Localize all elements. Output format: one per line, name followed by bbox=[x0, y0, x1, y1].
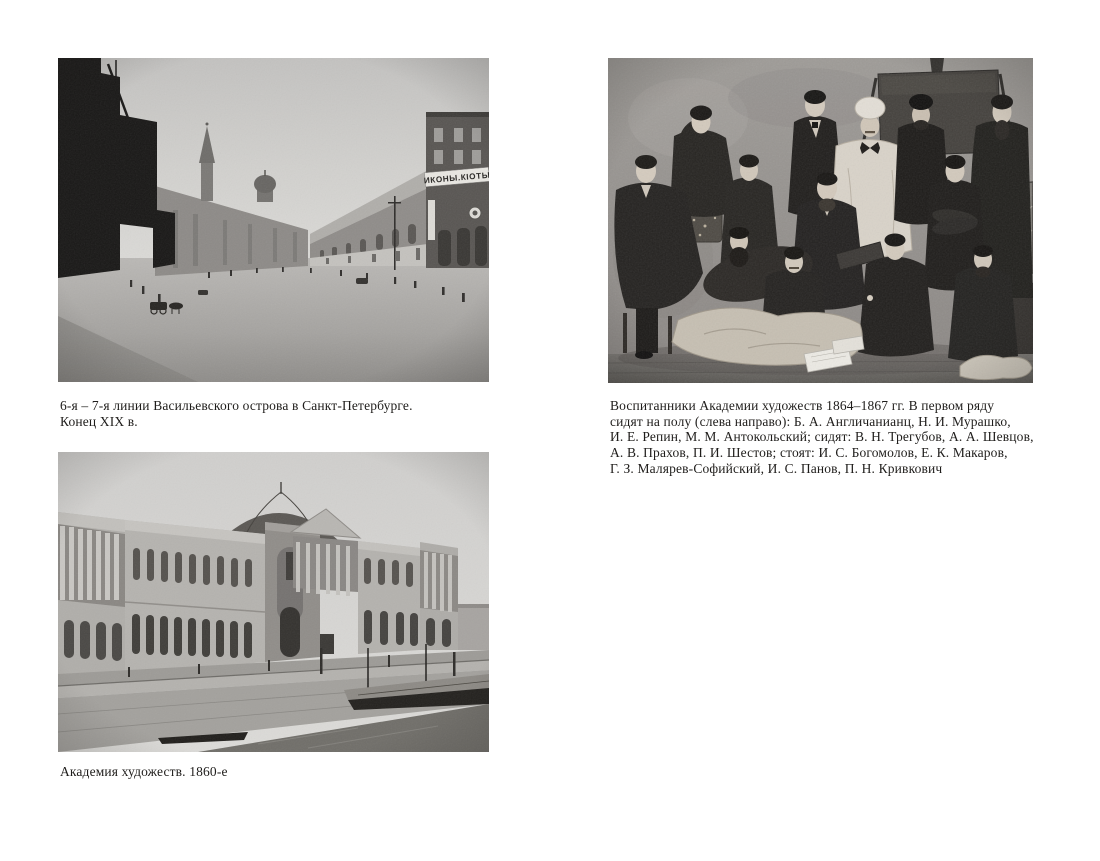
caption-line: Академия художеств. 1860-е bbox=[60, 764, 228, 779]
caption-line: Г. З. Малярев-Софийский, И. С. Панов, П. Н. Кривкович bbox=[610, 460, 943, 476]
caption-line: Конец XIX в. bbox=[60, 413, 138, 429]
caption-line: А. В. Прахов, П. И. Шестов; стоят: И. С. Богомолов, Е. К. Макаров, bbox=[610, 445, 1008, 461]
caption-line: 6-я – 7-я линии Васильевского острова в Санкт-Петербурге. bbox=[60, 398, 413, 413]
vignette bbox=[58, 58, 489, 382]
caption-line: И. Е. Репин, М. М. Антокольский; сидят: В. Н. Трегубов, А. А. Шевцов, bbox=[610, 429, 1034, 445]
academy-photo bbox=[58, 452, 489, 752]
group-photo bbox=[608, 58, 1033, 383]
caption-line: сидят на полу (слева направо): Б. А. Англичанианц, Н. И. Мурашко, bbox=[610, 413, 1011, 429]
vignette bbox=[608, 58, 1033, 383]
vignette bbox=[58, 452, 489, 752]
students-caption bbox=[610, 398, 1034, 477]
academy-caption bbox=[60, 764, 228, 780]
caption-line: Воспитанники Академии художеств 1864–1867 гг. В первом ряду bbox=[610, 398, 995, 413]
street-caption bbox=[60, 398, 413, 429]
street-photo bbox=[58, 58, 489, 382]
